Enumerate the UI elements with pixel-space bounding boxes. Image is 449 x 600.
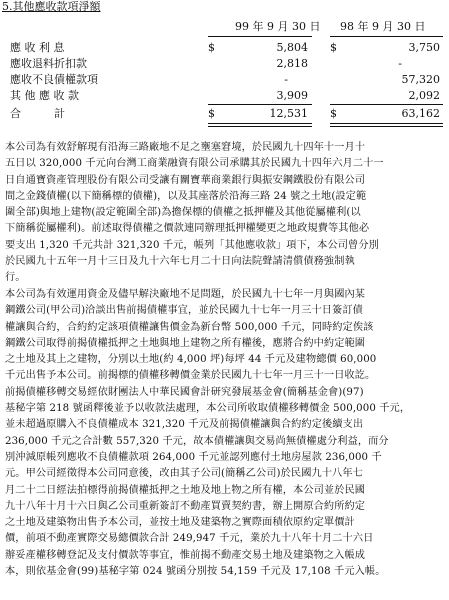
row-label: 其 他 應 收 款 bbox=[10, 89, 79, 102]
text-line: 價，前項不動產實際交易總價款合計 249,947 千元，業於九十八年十月二十六日 bbox=[5, 533, 374, 545]
value-2010: - bbox=[284, 73, 288, 86]
header-underline-2009 bbox=[330, 36, 443, 37]
table-row-total bbox=[0, 106, 449, 122]
total-double-rule-2009 bbox=[330, 123, 443, 127]
text-line: 前揭債權移轉交易經依財團法人中華民國會計研究發展基金會(簡稱基金會)(97) bbox=[5, 386, 364, 398]
text-line: 權讓與合約，合約約定該項債權讓售價金為新台幣 500,000 千元，同時約定俟該 bbox=[5, 321, 374, 333]
row-label: 應收不良債權款項 bbox=[10, 73, 98, 86]
other-receivables-table bbox=[0, 14, 449, 126]
row-label: 合 計 bbox=[10, 107, 65, 120]
text-line: 本，則依基金會(99)基秘字第 024 號函分別按 54,159 千元及 17,108 千元入帳。 bbox=[5, 566, 386, 578]
value-2010: 5,804 bbox=[276, 41, 308, 54]
table-row-nonperforming-debt-receivable bbox=[0, 72, 449, 88]
value-2009: 63,162 bbox=[401, 107, 440, 120]
value-2009: 2,092 bbox=[408, 89, 440, 102]
row-label: 應收退料折扣款 bbox=[10, 57, 87, 70]
text-line: 本公司為有效舒解現有沿海三路廠地不足之壅塞窘境，於民國九十四年十一月十 bbox=[5, 142, 366, 153]
text-line: 別沖減原帳列應收不良債權款項 264,000 千元並認列應付土地房屋款 236,000 千 bbox=[5, 451, 382, 463]
text-line: 圍全部)與地上建物(設定範圍全部)為擔保標的債權之抵押權及其他從屬權利(以 bbox=[5, 207, 361, 219]
text-line: 下簡稱從屬權利)。前述取得債權之價款連同辦理抵押權變更之地政規費等其他必 bbox=[5, 223, 370, 235]
table-row-other-receivables bbox=[0, 88, 449, 104]
text-line: 本公司為有效運用資金及儘早解決廠地不足問題，於民國九十七年一月與國內某 bbox=[5, 289, 366, 300]
section-title: 5.其他應收款項淨額 bbox=[2, 0, 101, 13]
text-line: 之土地及建築物出售予本公司，並按土地及建築物之實際面積依原約定單價計 bbox=[5, 517, 355, 529]
currency-symbol: $ bbox=[208, 107, 215, 120]
paragraph-debt-sale bbox=[5, 287, 445, 580]
column-header-2009: 98 年 9 月 30 日 bbox=[340, 20, 426, 33]
value-2010: 12,531 bbox=[269, 107, 308, 120]
text-line: 鋼鐵公司取得前揭債權抵押之土地與地上建物之所有權後，應將合約中約定範圍 bbox=[5, 337, 366, 349]
row-label: 應 收 利 息 bbox=[10, 41, 65, 54]
value-2009: - bbox=[398, 57, 402, 70]
text-line: 千元出售予本公司。前揭標的債權移轉價金業於民國九十七年一月三十一日收訖。 bbox=[5, 370, 376, 382]
text-line: 鋼鐵公司(甲公司)洽談出售前揭債權事宜，並於民國九十七年一月三十日簽訂債 bbox=[5, 305, 363, 317]
text-line: 元。甲公司經徵得本公司同意後，改由其子公司(簡稱乙公司)於民國九十八年七 bbox=[5, 468, 363, 480]
text-line: 並未超過原購入不良債權成本 321,320 千元及前揭債權讓與合約約定後續支出 bbox=[5, 419, 364, 431]
currency-symbol: $ bbox=[330, 107, 337, 120]
value-2010: 3,909 bbox=[276, 89, 308, 102]
text-line: 辦妥產權移轉登記及支付價款等事宜，惟前揭不動產交易土地及建築物之入帳成 bbox=[5, 549, 366, 561]
column-header-2010: 99 年 9 月 30 日 bbox=[235, 20, 321, 33]
text-line: 要支出 1,320 千元共計 321,320 千元，帳列「其他應收款」項下，本公司曾分別 bbox=[5, 239, 379, 251]
value-2009: 3,750 bbox=[408, 41, 440, 54]
text-line: 之土地及其上之建物，分別以土地(約 4,000 坪)每坪 44 千元及建物總價 60,000 bbox=[5, 354, 377, 366]
value-2009: 57,320 bbox=[401, 73, 440, 86]
currency-symbol: $ bbox=[330, 41, 337, 54]
text-line: 五日以 320,000 千元向台灣工商業融資有限公司承購其於民國九十四年六月二十一 bbox=[5, 158, 384, 170]
text-line: 間之金錢債權(以下簡稱標的債權)，以及其座落於沿海三路 24 號之土地(設定範 bbox=[5, 190, 367, 202]
text-line: 九十八年十月十六日與乙公司重新簽訂不動產買賣契約書，辦上開原合約所約定 bbox=[5, 500, 366, 512]
text-line: 236,000 千元之合計數 557,320 千元，故本債權讓與交易尚無債權處分利益，而分 bbox=[5, 435, 389, 447]
text-line: 日自通寶資產管理股份有限公司受讓有關寶華商業銀行與振安鋼鐵股份有限公司 bbox=[5, 174, 366, 186]
text-line: 於民國九十五年一月十三日及九十六年七月二十日向法院聲請清償債務強制執 bbox=[5, 256, 355, 268]
header-underline-2010 bbox=[208, 36, 312, 37]
currency-symbol: $ bbox=[208, 41, 215, 54]
table-row-material-return-discount bbox=[0, 56, 449, 72]
value-2010: 2,818 bbox=[276, 57, 308, 70]
text-line: 基秘字第 218 號函釋後並予以收款法處理，本公司所收取債權移轉價金 500,000 千元， bbox=[5, 403, 411, 415]
total-double-rule-2010 bbox=[208, 123, 312, 127]
table-row-interest-receivable bbox=[0, 40, 449, 56]
paragraph-debt-purchase bbox=[5, 140, 445, 287]
subtotal-rule-2009 bbox=[330, 104, 443, 105]
text-line: 月二十二日經法拍標得前揭債權抵押之土地及地上物之所有權，本公司並於民國 bbox=[5, 484, 366, 496]
subtotal-rule-2010 bbox=[208, 104, 312, 105]
text-line: 行。 bbox=[5, 272, 26, 284]
